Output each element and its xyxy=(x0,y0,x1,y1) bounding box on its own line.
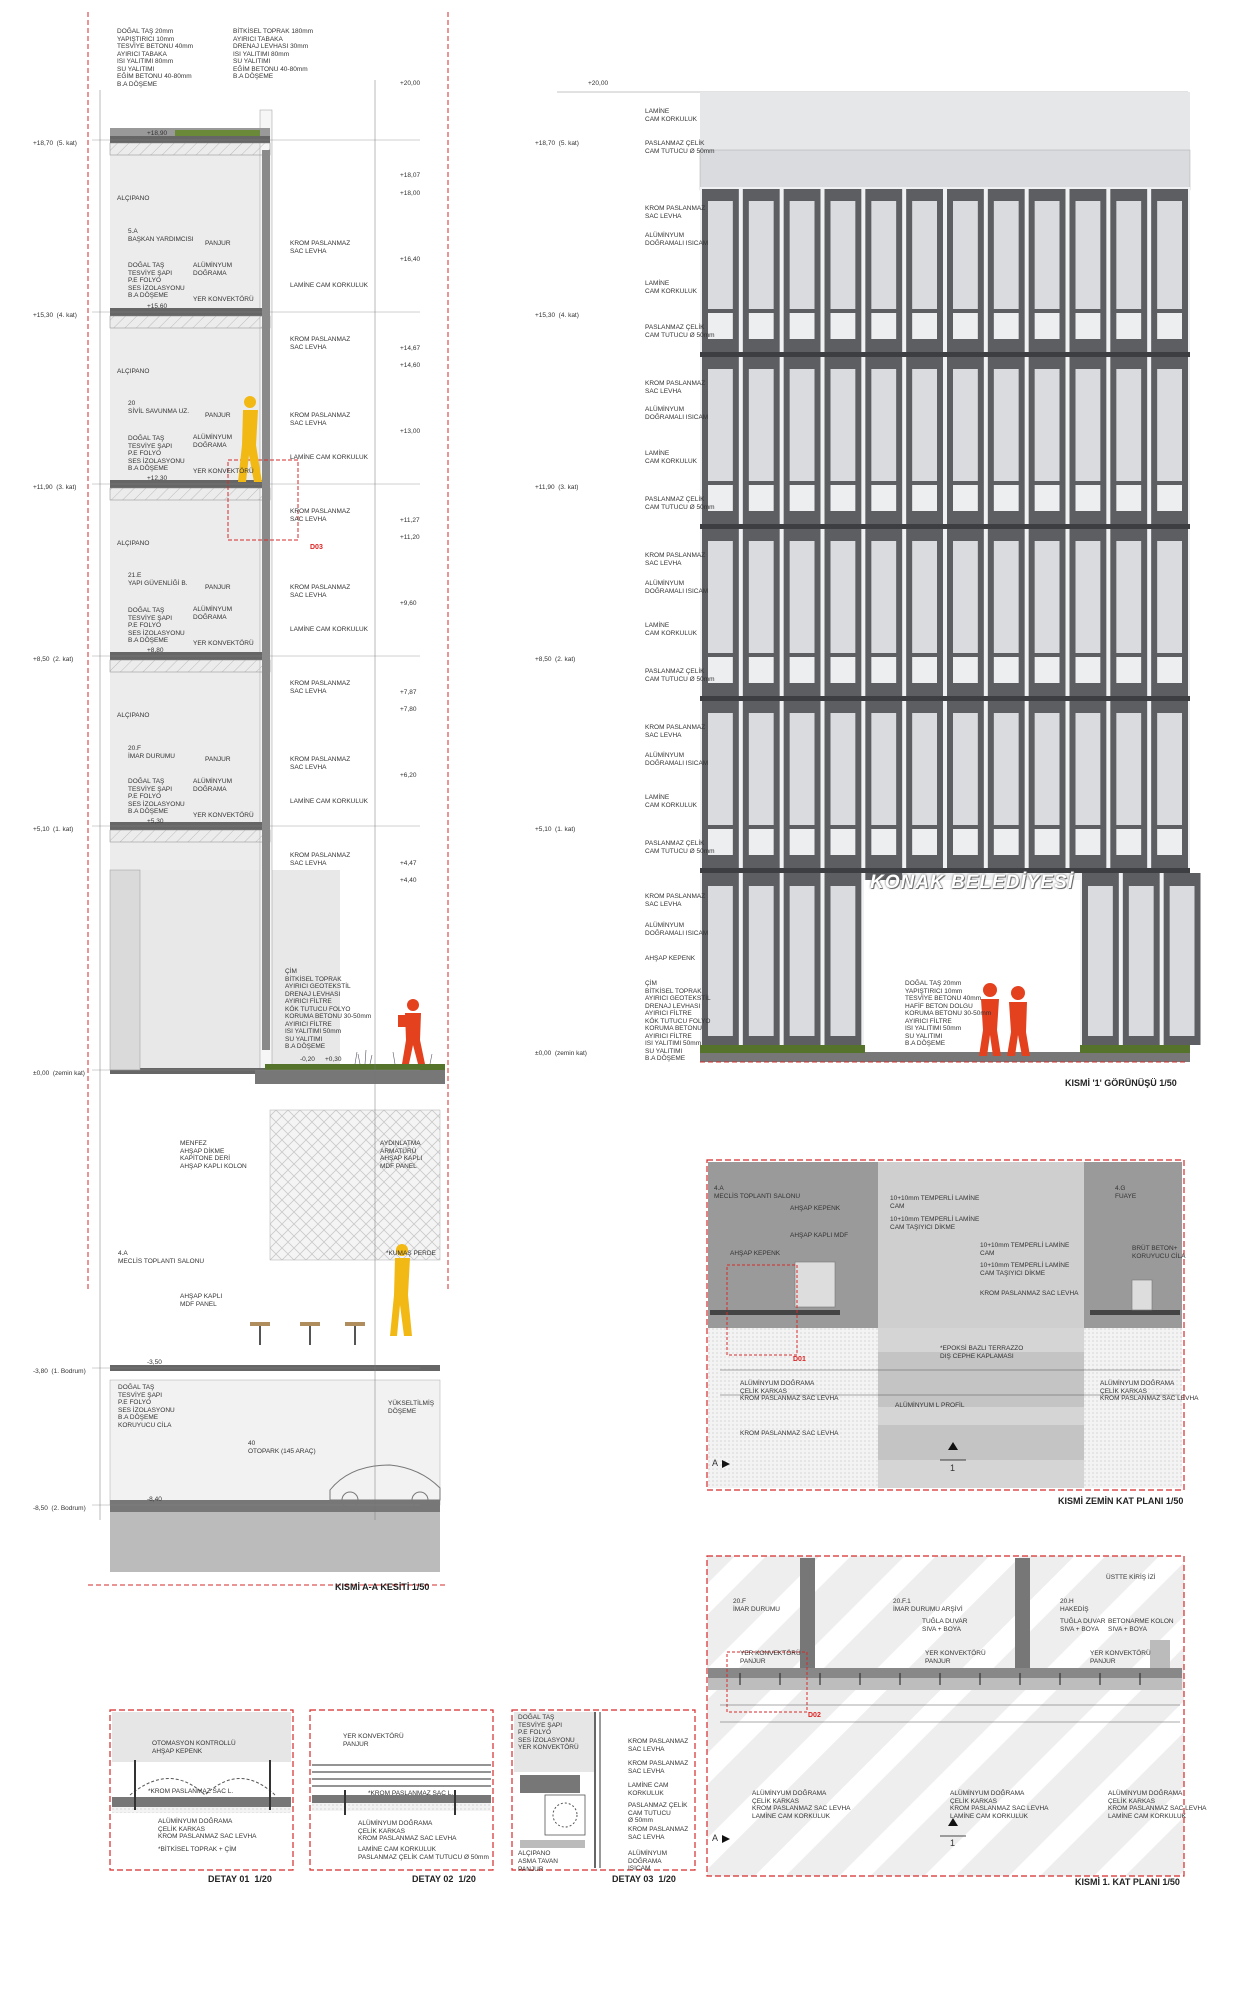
plan-label: AHŞAP KAPLI MDF xyxy=(790,1232,849,1239)
detail-label: KROM PASLANMAZ SAC LEVHA xyxy=(628,1826,689,1841)
window-glass xyxy=(1088,886,1113,1036)
krom-label: KROM PASLANMAZ SAC LEVHA xyxy=(290,756,351,771)
elev-label: ALÜMİNYUM DOĞRAMALI ISICAM xyxy=(645,232,709,247)
detail-label: LAMİNE CAM KORKULUK PASLANMAZ ÇELİK CAM TUTUCU Ø 50mm xyxy=(358,1846,489,1861)
glass-railing xyxy=(831,485,856,511)
level-tag: +13,00 xyxy=(400,428,421,435)
yer-konv-label: YER KONVEKTÖRÜ xyxy=(193,468,254,475)
level-tag: +5,30 xyxy=(147,818,164,825)
glass-railing xyxy=(994,485,1019,511)
detail-label: DOĞAL TAŞ TESVİYE ŞAPI P.E FOLYO SES İZOLASYONU YER KONVEKTÖRÜ xyxy=(518,1714,579,1751)
detail-label: OTOMASYON KONTROLLÜ AHŞAP KEPENK xyxy=(152,1740,236,1755)
elev-label: ALÜMİNYUM DOĞRAMALI ISICAM xyxy=(645,580,709,595)
alcipan-label: ALÇIPANO xyxy=(117,368,150,375)
floor-slab-edge xyxy=(700,352,1190,357)
glass-railing xyxy=(1116,313,1141,339)
plan-label: ÜSTTE KİRİŞ İZİ xyxy=(1106,1574,1156,1581)
elev-label: ALÜMİNYUM DOĞRAMALI ISICAM xyxy=(645,752,709,767)
window-glass xyxy=(790,541,815,653)
level-tag: +18,07 xyxy=(400,172,421,179)
yer-konv-label: YER KONVEKTÖRÜ xyxy=(193,296,254,303)
alu-label: ALÜMİNYUM DOĞRAMA xyxy=(193,606,233,621)
plan-label: BRÜT BETON+ KORUYUCU CİLA xyxy=(1132,1245,1186,1260)
plan-label: ALÜMİNYUM DOĞRAMA ÇELİK KARKAS KROM PASLANMAZ SAC LEVHA xyxy=(1100,1380,1199,1402)
window-glass xyxy=(790,713,815,825)
lighting-label: AYDINLATMA ARMATÜRÜ AHŞAP KAPLI MDF PANEL xyxy=(380,1140,423,1170)
window-glass xyxy=(749,201,774,309)
floor-level-ground: ±0,00 (zemin kat) xyxy=(535,1050,587,1057)
glass-railing xyxy=(749,313,774,339)
window-glass xyxy=(994,541,1019,653)
room-label: 20.F İMAR DURUMU xyxy=(128,745,175,760)
window-glass xyxy=(749,369,774,481)
window-glass xyxy=(953,713,978,825)
floor-slab-edge xyxy=(700,696,1190,701)
plan-label: KROM PASLANMAZ SAC LEVHA xyxy=(980,1290,1079,1297)
window-glass xyxy=(1116,369,1141,481)
alu-label: ALÜMİNYUM DOĞRAMA xyxy=(193,434,233,449)
floor-slab-edge xyxy=(700,524,1190,529)
section-marker-a: A xyxy=(712,1458,719,1468)
glass-railing xyxy=(831,313,856,339)
window-glass xyxy=(831,201,856,309)
elev-label: ALÜMİNYUM DOĞRAMALI ISICAM xyxy=(645,406,709,421)
floor-layers: DOĞAL TAŞ TESVİYE ŞAPI P.E FOLYO SES İZOLASYONU B.A DÖŞEME xyxy=(128,262,185,299)
room-label: 21.E YAPI GÜVENLİĞİ B. xyxy=(128,572,188,587)
level-tag: +4,47 xyxy=(400,860,417,867)
detail-01-title: DETAY 01 1/20 xyxy=(208,1874,272,1884)
section-title: KISMİ A-A KESİTİ 1/50 xyxy=(335,1582,430,1592)
room-label: 20.H HAKEDİŞ xyxy=(1060,1598,1089,1613)
window-glass xyxy=(1170,886,1195,1036)
panjur-label: PANJUR xyxy=(205,756,231,763)
window-glass xyxy=(1076,201,1101,309)
detail-label: ALÜMİNYUM DOĞRAMA ISICAM xyxy=(628,1850,668,1872)
detail-03-title: DETAY 03 1/20 xyxy=(612,1874,676,1884)
glass-railing xyxy=(831,657,856,683)
roof-layers-left: DOĞAL TAŞ 20mm YAPIŞTIRICI 10mm TESVİYE BETONU 40mm AYIRICI TABAKA ISI YALITIMI 80mm SU YALITIMI EĞİM BETONU 40-80mm B.A DÖŞEME xyxy=(117,28,194,88)
elev-label: LAMİNE CAM KORKULUK xyxy=(645,450,698,465)
section-marker-a: A xyxy=(712,1833,719,1843)
plan-label: ALÜMİNYUM DOĞRAMA ÇELİK KARKAS KROM PASLANMAZ SAC LEVHA xyxy=(740,1380,839,1402)
glass-railing xyxy=(1116,657,1141,683)
detail-label: ALÇIPANO ASMA TAVAN xyxy=(518,1850,558,1865)
level-tag: +0,30 xyxy=(325,1056,342,1063)
section-marker-1: 1 xyxy=(950,1463,956,1473)
elev-label: PASLANMAZ ÇELİK CAM TUTUCU Ø 50mm xyxy=(645,324,715,339)
ground-layers: DOĞAL TAŞ 20mm YAPIŞTIRICI 10mm TESVİYE BETONU 40mm HAFİF BETON DOLGU KORUMA BETONU 30-50mm AYIRICI FİLTRE ISI YALITIMI 50mm SU YALITIMI B.A DÖŞEME xyxy=(905,980,992,1047)
detail-label: *BİTKİSEL TOPRAK + ÇİM xyxy=(158,1846,237,1853)
detail-label: PANJUR xyxy=(518,1866,544,1873)
plan-label: *EPOKSİ BAZLI TERRAZZO DIŞ CEPHE KAPLAMASI xyxy=(940,1345,1024,1360)
elev-label: ÇİM BİTKİSEL TOPRAK AYIRICI GEOTEKSTİL DRENAJ LEVHASI AYIRICI FİLTRE KÖK TUTUCU FOLYO KORUMA BETONU AYIRICI FİLTRE ISI YALITIMI 50mm SU YALITIMI B.A DÖŞEME xyxy=(645,980,711,1062)
window-glass xyxy=(1035,201,1060,309)
elev-label: KROM PASLANMAZ SAC LEVHA xyxy=(645,552,706,567)
window-glass xyxy=(871,713,896,825)
window-glass xyxy=(1129,886,1154,1036)
glass-railing xyxy=(1157,485,1182,511)
krom-label: KROM PASLANMAZ SAC LEVHA xyxy=(290,680,351,695)
window-glass xyxy=(1157,369,1182,481)
plan-label: KROM PASLANMAZ SAC LEVHA xyxy=(740,1430,839,1437)
plan-label: AHŞAP KEPENK xyxy=(730,1250,781,1257)
floor-level-ground: ±0,00 (zemin kat) xyxy=(33,1070,85,1077)
elev-label: ALÜMİNYUM DOĞRAMALI ISICAM xyxy=(645,922,709,937)
glass-railing xyxy=(1035,829,1060,855)
curtain-label: *KUMAŞ PERDE xyxy=(386,1250,436,1257)
floor-level-b2: -8,50 (2. Bodrum) xyxy=(33,1505,86,1512)
glass-railing xyxy=(1035,485,1060,511)
window-glass xyxy=(1035,369,1060,481)
glass-railing xyxy=(790,829,815,855)
glass-railing xyxy=(1116,485,1141,511)
room-label: 4.G FUAYE xyxy=(1115,1185,1137,1200)
window-glass xyxy=(912,713,937,825)
plan-label: YER KONVEKTÖRÜ PANJUR xyxy=(925,1650,986,1665)
level-tag: +8,80 xyxy=(147,647,164,654)
window-glass xyxy=(831,713,856,825)
window-glass xyxy=(1076,713,1101,825)
section-marker-1: 1 xyxy=(950,1838,956,1848)
level-tag: +18,90 xyxy=(147,130,168,137)
floor-level-1: +5,10 (1. kat) xyxy=(33,826,74,833)
level-tag: -0,20 xyxy=(300,1056,315,1063)
window-glass xyxy=(708,713,733,825)
detail-02-title: DETAY 02 1/20 xyxy=(412,1874,476,1884)
glass-railing xyxy=(1076,313,1101,339)
room-label: 20.F.1 İMAR DURUMU ARŞİVİ xyxy=(893,1598,963,1613)
window-glass xyxy=(831,369,856,481)
floor-level-4: +15,30 (4. kat) xyxy=(33,312,77,319)
roof-garden-layers: ÇİM BİTKİSEL TOPRAK AYIRICI GEOTEKSTİL DRENAJ LEVHASI AYIRICI FİLTRE KÖK TUTUCU FOLYO KORUMA BETONU 30-50mm AYIRICI FİLTRE ISI YALITIMI 50mm SU YALITIMI B.A DÖŞEME xyxy=(285,968,372,1050)
lamine-label: LAMİNE CAM KORKULUK xyxy=(290,282,369,289)
window-glass xyxy=(1116,541,1141,653)
glass-railing xyxy=(790,657,815,683)
window-glass xyxy=(912,541,937,653)
plan-label: TUĞLA DUVAR SIVA + BOYA xyxy=(922,1618,968,1633)
glass-railing xyxy=(953,829,978,855)
glass-railing xyxy=(912,313,937,339)
glass-railing xyxy=(1076,829,1101,855)
window-glass xyxy=(912,201,937,309)
plan-label: YER KONVEKTÖRÜ PANJUR xyxy=(1090,1650,1151,1665)
room-label: 20 SİVİL SAVUNMA UZ. xyxy=(128,400,190,415)
floor-level-2: +8,50 (2. kat) xyxy=(33,656,74,663)
window-glass xyxy=(871,369,896,481)
elev-label: KROM PASLANMAZ SAC LEVHA xyxy=(645,724,706,739)
window-glass xyxy=(790,886,815,1036)
yer-konv-label: YER KONVEKTÖRÜ xyxy=(193,812,254,819)
window-glass xyxy=(953,369,978,481)
glass-railing xyxy=(749,657,774,683)
window-glass xyxy=(871,201,896,309)
room-label: 40 OTOPARK (145 ARAÇ) xyxy=(248,1440,316,1455)
plan-label: ALÜMİNYUM DOĞRAMA ÇELİK KARKAS KROM PASLANMAZ SAC LEVHA LAMİNE CAM KORKULUK xyxy=(950,1790,1049,1820)
lamine-label: LAMİNE CAM KORKULUK xyxy=(290,454,369,461)
window-glass xyxy=(1035,541,1060,653)
level-tag: +11,20 xyxy=(400,534,420,541)
plan-label: ALÜMİNYUM L PROFİL xyxy=(895,1402,965,1409)
alu-label: ALÜMİNYUM DOĞRAMA xyxy=(193,262,233,277)
floor-level-b1: -3,80 (1. Bodrum) xyxy=(33,1368,86,1375)
glass-railing xyxy=(831,829,856,855)
glass-railing xyxy=(871,657,896,683)
glass-railing xyxy=(790,313,815,339)
window-glass xyxy=(708,369,733,481)
lamine-label: LAMİNE CAM KORKULUK xyxy=(290,626,369,633)
level-tag: +9,60 xyxy=(400,600,417,607)
floor-level-3: +11,90 (3. kat) xyxy=(535,484,579,491)
glass-railing xyxy=(953,313,978,339)
window-glass xyxy=(1076,541,1101,653)
window-glass xyxy=(1157,541,1182,653)
detail-d03-label: D03 xyxy=(310,544,323,551)
elev-label: LAMİNE CAM KORKULUK xyxy=(645,108,698,123)
detail-label: ALÜMİNYUM DOĞRAMA ÇELİK KARKAS KROM PASLANMAZ SAC LEVHA xyxy=(358,1820,457,1842)
alcipan-label: ALÇIPANO xyxy=(117,195,150,202)
yer-konv-label: YER KONVEKTÖRÜ xyxy=(193,640,254,647)
glass-railing xyxy=(871,829,896,855)
krom-label: KROM PASLANMAZ SAC LEVHA xyxy=(290,412,351,427)
glass-railing xyxy=(994,657,1019,683)
elev-label: AHŞAP KEPENK xyxy=(645,955,696,962)
window-glass xyxy=(749,541,774,653)
panjur-label: PANJUR xyxy=(205,584,231,591)
level-tag: -8,40 xyxy=(147,1496,162,1503)
elev-label: KROM PASLANMAZ SAC LEVHA xyxy=(645,893,706,908)
detail-label: KROM PASLANMAZ SAC LEVHA xyxy=(628,1738,689,1753)
glass-railing xyxy=(1116,829,1141,855)
elev-label: PASLANMAZ ÇELİK CAM TUTUCU Ø 50mm xyxy=(645,840,715,855)
elev-label: LAMİNE CAM KORKULUK xyxy=(645,622,698,637)
basement-finish-labels: MENFEZ AHŞAP DİKME KAPİTONE DERİ AHŞAP KAPLI KOLON xyxy=(180,1140,247,1170)
krom-label: KROM PASLANMAZ SAC LEVHA xyxy=(290,508,351,523)
krom-label: KROM PASLANMAZ SAC LEVHA xyxy=(290,852,351,867)
glass-railing xyxy=(994,829,1019,855)
window-glass xyxy=(953,201,978,309)
window-glass xyxy=(1116,713,1141,825)
elev-label: KROM PASLANMAZ SAC LEVHA xyxy=(645,380,706,395)
detail-label: KROM PASLANMAZ SAC LEVHA xyxy=(628,1760,689,1775)
level-tag: +7,87 xyxy=(400,689,417,696)
room-label: 20.F İMAR DURUMU xyxy=(733,1598,780,1613)
glass-railing xyxy=(1076,657,1101,683)
detail-d01-label: D01 xyxy=(793,1356,806,1363)
floor-layers: DOĞAL TAŞ TESVİYE ŞAPI P.E FOLYO SES İZOLASYONU B.A DÖŞEME xyxy=(128,435,185,472)
detail-label: *KROM PASLANMAZ SAC L. xyxy=(368,1790,454,1797)
alcipan-label: ALÇIPANO xyxy=(117,540,150,547)
glass-railing xyxy=(953,657,978,683)
glass-railing xyxy=(1035,313,1060,339)
window-glass xyxy=(831,541,856,653)
floor-level-5: +18,70 (5. kat) xyxy=(535,140,579,147)
glass-railing xyxy=(1076,485,1101,511)
level-tag: +20,00 xyxy=(400,80,421,87)
elev-label: LAMİNE CAM KORKULUK xyxy=(645,794,698,809)
window-glass xyxy=(831,886,856,1036)
panjur-label: PANJUR xyxy=(205,240,231,247)
window-glass xyxy=(708,886,733,1036)
glass-railing xyxy=(1157,657,1182,683)
floor-level-1: +5,10 (1. kat) xyxy=(535,826,576,833)
floor-level-4: +15,30 (4. kat) xyxy=(535,312,579,319)
detail-label: *KROM PASLANMAZ SAC L. xyxy=(148,1788,234,1795)
elev-label: PASLANMAZ ÇELİK CAM TUTUCU Ø 50mm xyxy=(645,668,715,683)
first-plan-title: KISMİ 1. KAT PLANI 1/50 xyxy=(1075,1877,1180,1887)
ahsap-mdf-label: AHŞAP KAPLI MDF PANEL xyxy=(180,1293,223,1308)
floor-level-5: +18,70 (5. kat) xyxy=(33,140,77,147)
krom-label: KROM PASLANMAZ SAC LEVHA xyxy=(290,336,351,351)
level-tag: +6,20 xyxy=(400,772,417,779)
window-glass xyxy=(790,369,815,481)
floor-layers: DOĞAL TAŞ TESVİYE ŞAPI P.E FOLYO SES İZOLASYONU B.A DÖŞEME xyxy=(128,607,185,644)
window-glass xyxy=(1076,369,1101,481)
brand-lettering: KONAK BELEDİYESİ xyxy=(870,872,1074,893)
glass-railing xyxy=(1157,829,1182,855)
lamine-label: LAMİNE CAM KORKULUK xyxy=(290,798,369,805)
floor-level-3: +11,90 (3. kat) xyxy=(33,484,77,491)
ground-plan-title: KISMİ ZEMİN KAT PLANI 1/50 xyxy=(1058,1496,1184,1506)
window-glass xyxy=(1035,713,1060,825)
plan-label: YER KONVEKTÖRÜ PANJUR xyxy=(740,1650,801,1665)
elev-label: LAMİNE CAM KORKULUK xyxy=(645,280,698,295)
window-glass xyxy=(1157,713,1182,825)
detail-label: YER KONVEKTÖRÜ PANJUR xyxy=(343,1733,404,1748)
level-tag: +20,00 xyxy=(588,80,609,87)
elev-label: KROM PASLANMAZ SAC LEVHA xyxy=(645,205,706,220)
level-tag: +14,67 xyxy=(400,345,421,352)
elev-label: PASLANMAZ ÇELİK CAM TUTUCU Ø 50mm xyxy=(645,496,715,511)
detail-label: ALÜMİNYUM DOĞRAMA ÇELİK KARKAS KROM PASLANMAZ SAC LEVHA xyxy=(158,1818,257,1840)
floor-level-2: +8,50 (2. kat) xyxy=(535,656,576,663)
window-glass xyxy=(1116,201,1141,309)
room-label: 4.A MECLİS TOPLANTI SALONU xyxy=(714,1185,801,1200)
detail-label: LAMİNE CAM KORKULUK xyxy=(628,1782,669,1797)
window-glass xyxy=(790,201,815,309)
level-tag: +7,80 xyxy=(400,706,417,713)
plan-label: TUĞLA DUVAR SIVA + BOYA xyxy=(1060,1618,1106,1633)
glass-railing xyxy=(1035,657,1060,683)
roof-layers-right: BİTKİSEL TOPRAK 180mm AYIRICI TABAKA DRENAJ LEVHASI 30mm ISI YALITIMI 80mm SU YALITIMI EĞİM BETONU 40-80mm B.A DÖŞEME xyxy=(233,28,314,80)
glass-railing xyxy=(912,829,937,855)
glass-railing xyxy=(871,485,896,511)
level-tag: +18,00 xyxy=(400,190,421,197)
panjur-label: PANJUR xyxy=(205,412,231,419)
level-tag: +15,60 xyxy=(147,303,168,310)
glass-railing xyxy=(1157,313,1182,339)
room-label: 4.A MECLİS TOPLANTI SALONU xyxy=(118,1250,205,1265)
glass-railing xyxy=(912,657,937,683)
window-glass xyxy=(871,541,896,653)
plan-label: BETONARME KOLON SIVA + BOYA xyxy=(1108,1618,1174,1633)
window-glass xyxy=(749,886,774,1036)
window-glass xyxy=(994,201,1019,309)
detail-label: PASLANMAZ ÇELİK CAM TUTUCU Ø 50mm xyxy=(628,1802,688,1824)
window-glass xyxy=(912,369,937,481)
room-label: 5.A BAŞKAN YARDIMCISI xyxy=(128,228,194,243)
plan-label: 10+10mm TEMPERLİ LAMİNE CAM TAŞIYICI DİKME xyxy=(980,1262,1070,1277)
level-tag: +14,60 xyxy=(400,362,421,369)
window-glass xyxy=(749,713,774,825)
glass-railing xyxy=(953,485,978,511)
alu-label: ALÜMİNYUM DOĞRAMA xyxy=(193,778,233,793)
level-tag: +4,40 xyxy=(400,877,417,884)
floor-layers: DOĞAL TAŞ TESVİYE ŞAPI P.E FOLYO SES İZOLASYONU B.A DÖŞEME xyxy=(128,778,185,815)
window-glass xyxy=(953,541,978,653)
plan-label: ALÜMİNYUM DOĞRAMA ÇELİK KARKAS KROM PASLANMAZ SAC LEVHA LAMİNE CAM KORKULUK xyxy=(1108,1790,1207,1820)
raised-floor-label: YÜKSELTİLMİŞ DÖŞEME xyxy=(388,1400,435,1415)
level-tag: +12,30 xyxy=(147,475,168,482)
window-glass xyxy=(1157,201,1182,309)
alcipan-label: ALÇIPANO xyxy=(117,712,150,719)
glass-railing xyxy=(749,829,774,855)
basement-floor-layers: DOĞAL TAŞ TESVİYE ŞAPI P.E FOLYO SES İZOLASYONU B.A DÖŞEME KORUYUCU CİLA xyxy=(118,1384,175,1429)
plan-label: 10+10mm TEMPERLİ LAMİNE CAM xyxy=(980,1242,1070,1257)
plan-label: 10+10mm TEMPERLİ LAMİNE CAM xyxy=(890,1195,980,1210)
window-glass xyxy=(994,369,1019,481)
level-tag: -3,50 xyxy=(147,1359,162,1366)
window-glass xyxy=(708,201,733,309)
glass-railing xyxy=(749,485,774,511)
elev-label: PASLANMAZ ÇELİK CAM TUTUCU Ø 50mm xyxy=(645,140,715,155)
level-tag: +11,27 xyxy=(400,517,420,524)
glass-railing xyxy=(912,485,937,511)
detail-d02-label: D02 xyxy=(808,1712,821,1719)
plan-label: ALÜMİNYUM DOĞRAMA ÇELİK KARKAS KROM PASLANMAZ SAC LEVHA LAMİNE CAM KORKULUK xyxy=(752,1790,851,1820)
glass-railing xyxy=(871,313,896,339)
plan-label: 10+10mm TEMPERLİ LAMİNE CAM TAŞIYICI DİKME xyxy=(890,1216,980,1231)
elevation-title: KISMİ '1' GÖRÜNÜŞÜ 1/50 xyxy=(1065,1078,1177,1088)
level-tag: +16,40 xyxy=(400,256,421,263)
krom-label: KROM PASLANMAZ SAC LEVHA xyxy=(290,584,351,599)
window-glass xyxy=(708,541,733,653)
glass-railing xyxy=(790,485,815,511)
glass-railing xyxy=(994,313,1019,339)
krom-label: KROM PASLANMAZ SAC LEVHA xyxy=(290,240,351,255)
plan-label: AHŞAP KEPENK xyxy=(790,1205,841,1212)
window-glass xyxy=(994,713,1019,825)
